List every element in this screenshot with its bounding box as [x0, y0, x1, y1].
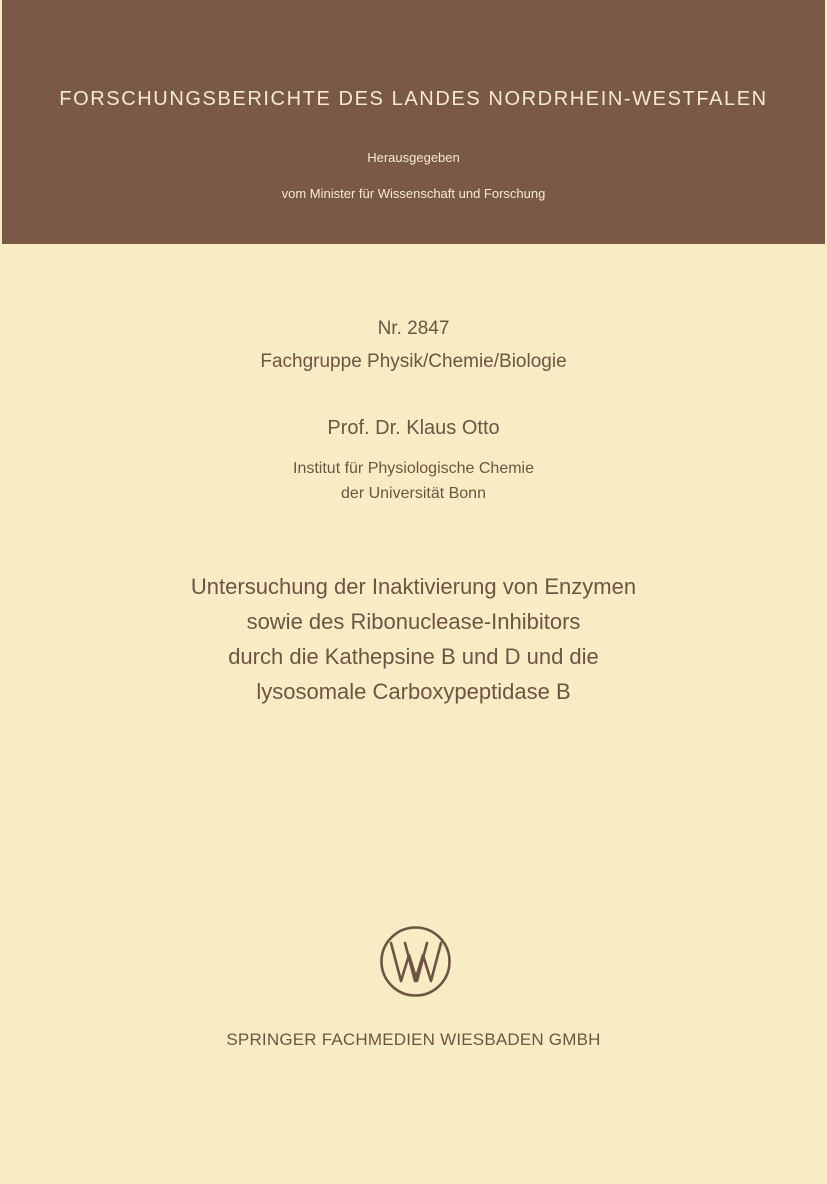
book-title-line-4: lysosomale Carboxypeptidase B	[256, 679, 571, 704]
editor-line-minister: vom Minister für Wissenschaft und Forschung	[281, 186, 546, 201]
author-name: Prof. Dr. Klaus Otto	[327, 417, 500, 439]
series-header-band	[2, 0, 825, 244]
institute-line-2: der Universität Bonn	[341, 485, 486, 502]
book-title-line-2: sowie des Ribonuclease-Inhibitors	[246, 609, 581, 634]
institute-line-1: Institut für Physiologische Chemie	[293, 460, 534, 477]
subject-group: Fachgruppe Physik/Chemie/Biologie	[260, 351, 567, 372]
book-title	[0, 569, 827, 709]
book-title-line-3: durch die Kathepsine B und D und die	[228, 644, 599, 669]
ww-publisher-logo-icon	[379, 925, 452, 998]
editor-line-herausgegeben: Herausgegeben	[367, 150, 460, 165]
book-title-line-1: Untersuchung der Inaktivierung von Enzymen	[190, 574, 637, 599]
series-title: FORSCHUNGSBERICHTE DES LANDES NORDRHEIN-WESTFALEN	[59, 88, 768, 110]
publisher-name: SPRINGER FACHMEDIEN WIESBADEN GMBH	[226, 1030, 601, 1049]
issue-number: Nr. 2847	[377, 318, 450, 339]
